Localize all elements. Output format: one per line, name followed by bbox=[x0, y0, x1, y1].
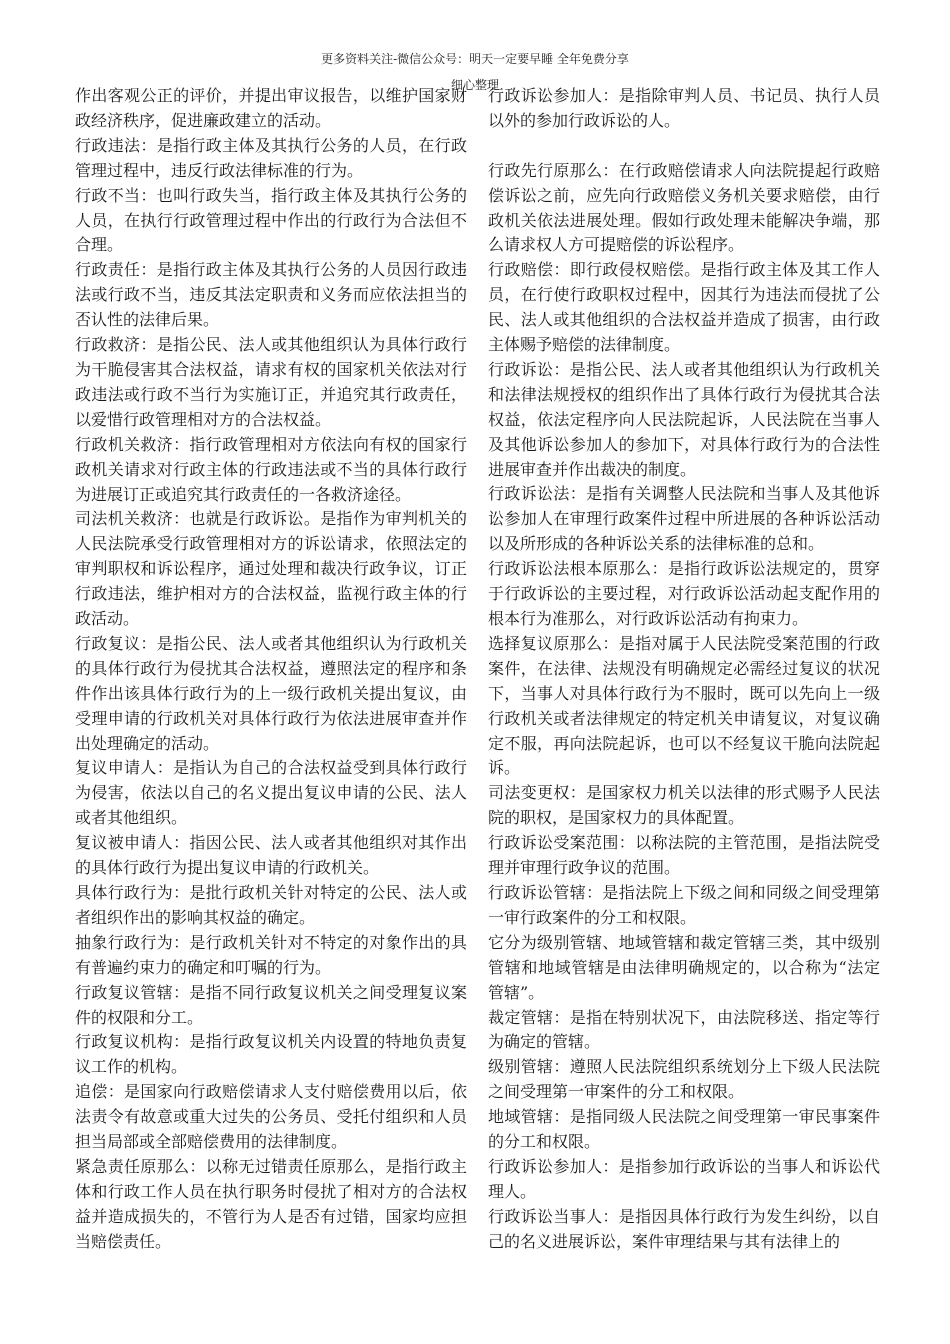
paragraph: 行政赔偿：即行政侵权赔偿。是指行政主体及其工作人员，在行使行政职权过程中，因其行为违法而侵扰了公民、法人或其他组织的合法权益并造成了损害，由行政主体赐予赔偿的法律制度。 bbox=[488, 260, 880, 355]
paragraph: 行政诉讼当事人：是指因具体行政行为发生纠纷，以自己的名义进展诉讼，案件审理结果与其有法律上的 bbox=[488, 1206, 880, 1251]
paragraph: 行政诉讼法：是指有关调整人民法院和当事人及其他诉讼参加人在审理行政案件过程中所进展的各种诉讼活动以及所形成的各种诉讼关系的法律标准的总和。 bbox=[488, 484, 880, 554]
paragraph: 地域管辖：是指同级人民法院之间受理第一审民事案件的分工和权限。 bbox=[488, 1107, 880, 1152]
paragraph: 行政复议机构：是指行政复议机关内设置的特地负责复议工作的机构。 bbox=[75, 1032, 467, 1077]
paragraph: 行政复议：是指公民、法人或者其他组织认为行政机关的具体行政行为侵扰其合法权益，遵照法定的程序和条件作出该具体行政行为的上一级行政机关提出复议，由受理申请的行政机关对具体行政行为依法进展审查并作出处理确定的活动。 bbox=[75, 633, 467, 753]
right-column bbox=[488, 84, 880, 1255]
paragraph: 紧急责任原那么：以称无过错责任原那么，是指行政主体和行政工作人员在执行职务时侵扰了相对方的合法权益并造成损失的，不管行为人是否有过错，国家均应担当赔偿责任。 bbox=[75, 1156, 467, 1251]
paragraph: 选择复议原那么：是指对属于人民法院受案范围的行政案件，在法律、法规没有明确规定必需经过复议的状况下，当事人对具体行政行为不服时，既可以先向上一级行政机关或者法律规定的特定机关申请复议，对复议确定不服，再向法院起诉，也可以不经复议干脆向法院起诉。 bbox=[488, 633, 880, 778]
paragraph: 行政违法：是指行政主体及其执行公务的人员，在行政管理过程中，违反行政法律标准的行为。 bbox=[75, 135, 467, 180]
paragraph: 它分为级别管辖、地域管辖和裁定管辖三类，其中级别管辖和地域管辖是由法律明确规定的，以合称为“法定管辖”。 bbox=[488, 932, 880, 1002]
paragraph: 行政诉讼参加人：是指除审判人员、书记员、执行人员以外的参加行政诉讼的人。 bbox=[488, 86, 880, 130]
paragraph: 行政诉讼管辖：是指法院上下级之间和同级之间受理第一审行政案件的分工和权限。 bbox=[488, 882, 880, 927]
paragraph: 行政救济：是指公民、法人或其他组织认为具体行政行为干脆侵害其合法权益，请求有权的国家机关依法对行政违法或行政不当行为实施订正，并追究其行政责任，以爱惜行政管理相对方的合法权益。 bbox=[75, 335, 467, 429]
paragraph: 行政诉讼受案范围：以称法院的主管范围，是指法院受理并审理行政争议的范围。 bbox=[488, 833, 880, 878]
paragraph: 行政责任：是指行政主体及其执行公务的人员因行政违法或行政不当，违反其法定职责和义务而应依法担当的否认性的法律后果。 bbox=[75, 260, 467, 330]
paragraph: 抽象行政行为：是行政机关针对不特定的对象作出的具有普遍约束力的确定和叮嘱的行为。 bbox=[75, 932, 467, 977]
paragraph: 行政先行原那么：在行政赔偿请求人向法院提起行政赔偿诉讼之前，应先向行政赔偿义务机关要求赔偿，由行政机关依法进展处理。假如行政处理未能解决争端，那么请求权人方可提赔偿的诉讼程序。 bbox=[488, 160, 880, 255]
paragraph: 行政机关救济：指行政管理相对方依法向有权的国家行政机关请求对行政主体的行政违法或不当的具体行政行为进展订正或追究其行政责任的一各救济途径。 bbox=[75, 434, 467, 504]
paragraph: 级别管辖：遵照人民法院组织系统划分上下级人民法院之间受理第一审案件的分工和权限。 bbox=[488, 1057, 880, 1102]
paragraph: 司法机关救济：也就是行政诉讼。是指作为审判机关的人民法院承受行政管理相对方的诉讼请求，依照法定的审判职权和诉讼程序，通过处理和裁决行政争议，订正行政违法，维护相对方的合法权益，监视行政主体的行政活动。 bbox=[75, 509, 467, 629]
paragraph: 追偿：是国家向行政赔偿请求人支付赔偿费用以后，依法责令有故意或重大过失的公务员、受托付组织和人员担当局部或全部赔偿费用的法律制度。 bbox=[75, 1082, 467, 1152]
paragraph: 复议被申请人：指因公民、法人或者其他组织对其作出的具体行政行为提出复议申请的行政机关。 bbox=[75, 833, 467, 878]
paragraph: 具体行政行为：是批行政机关针对特定的公民、法人或者组织作出的影响其权益的确定。 bbox=[75, 883, 467, 927]
paragraph: 司法变更权：是国家权力机关以法律的形式赐予人民法院的职权，是国家权力的具体配置。 bbox=[488, 783, 880, 828]
paragraph: 裁定管辖：是指在特别状况下，由法院移送、指定等行为确定的管辖。 bbox=[488, 1007, 880, 1052]
paragraph: 复议申请人：是指认为自己的合法权益受到具体行政行为侵害，依法以自己的名义提出复议申请的公民、法人或者其他组织。 bbox=[75, 758, 467, 828]
paragraph: 行政诉讼：是指公民、法人或者其他组织认为行政机关和法律法规授权的组织作出了具体行政行为侵扰其合法权益，依法定程序向人民法院起诉，人民法院在当事人及其他诉讼参加人的参加下，对具体行政行为的合法性进展审查并作出裁决的制度。 bbox=[488, 359, 880, 479]
header-notice: 更多资料关注-微信公众号：明天一定要早睡 全年免费分享 bbox=[321, 52, 629, 66]
paragraph: 行政复议管辖：是指不同行政复议机关之间受理复议案件的权限和分工。 bbox=[75, 982, 467, 1027]
left-column bbox=[75, 84, 467, 1255]
paragraph: 作出客观公正的评价，并提出审议报告，以维护国家财政经济秩序，促进廉政建立的活动。 bbox=[75, 86, 467, 130]
paragraph: 行政诉讼参加人：是指参加行政诉讼的当事人和诉讼代理人。 bbox=[488, 1156, 880, 1201]
paragraph: 行政诉讼法根本原那么：是指行政诉讼法规定的，贯穿于行政诉讼的主要过程，对行政诉讼活动起支配作用的根本行为准那么，对行政诉讼活动有拘束力。 bbox=[488, 559, 880, 629]
paragraph: 行政不当：也叫行政失当，指行政主体及其执行公务的人员，在执行行政管理过程中作出的行政行为合法但不合理。 bbox=[75, 185, 467, 255]
header-subtitle: 细心整理 bbox=[450, 78, 499, 92]
